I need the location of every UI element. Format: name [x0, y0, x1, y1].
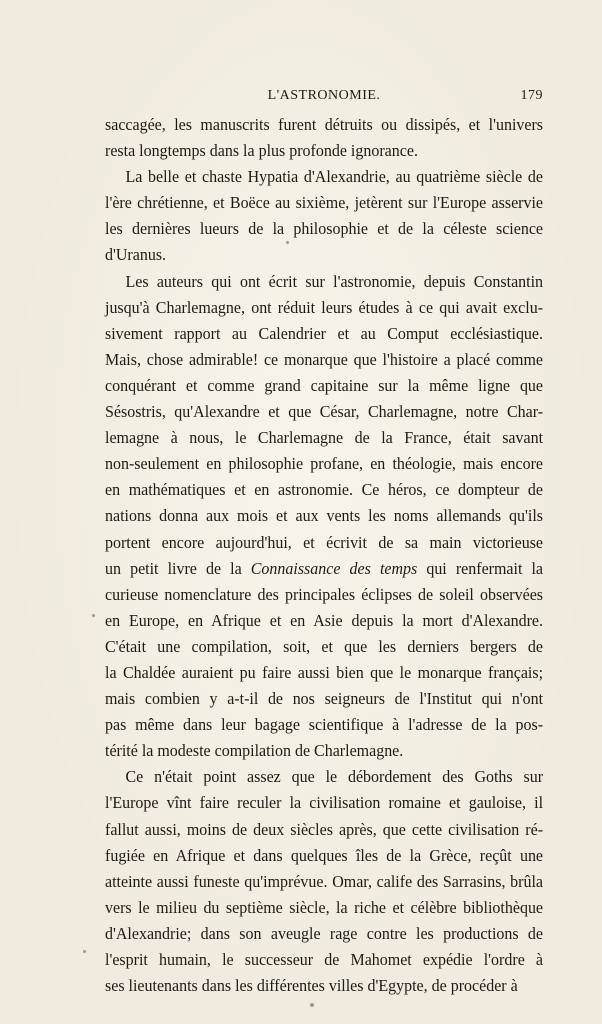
text-line: atteinte aussi funeste qu'imprévue. Omar, calife des Sarrasins, brûla	[105, 871, 544, 891]
text-line: La belle et chaste Hypatia d'Alexandrie, au quatrième siècle de	[125, 167, 544, 187]
text-line: térité la modeste compilation de Charlemagne.	[105, 741, 404, 761]
text-line: d'Uranus.	[105, 245, 167, 265]
text-line: fallut aussi, moins de deux siècles après, que cette civilisation ré-	[105, 819, 544, 839]
text-line: les dernières lueurs de la philosophie et de la céleste science	[105, 219, 544, 239]
ink-speck	[310, 1003, 314, 1007]
ink-speck	[92, 614, 95, 617]
text-line: la Chaldée auraient pu faire aussi bien que le monarque français;	[105, 662, 544, 682]
text-line: Mais, chose admirable! ce monarque que l'histoire a placé comme	[105, 349, 544, 369]
text-line: en mathématiques et en astronomie. Ce héros, ce dompteur de	[105, 480, 544, 500]
text-line: mais combien y a-t-il de nos seigneurs de l'Institut qui n'ont	[105, 689, 544, 709]
running-title: L'ASTRONOMIE.	[267, 88, 381, 103]
page-number: 179	[520, 88, 543, 103]
text-line: fugiée en Afrique et dans quelques îles de la Grèce, reçût une	[105, 845, 544, 865]
text-line: saccagée, les manuscrits furent détruits ou dissipés, et l'univers	[105, 115, 544, 134]
text-line: l'ère chrétienne, et Boëce au sixième, jetèrent sur l'Europe asservie	[105, 193, 544, 213]
text-line: sivement rapport au Calendrier et au Comput ecclésiastique.	[105, 323, 544, 343]
text-line: portent encore aujourd'hui, et écrivit de sa main victorieuse	[105, 532, 544, 552]
text-line: en Europe, en Afrique et en Asie depuis la mort d'Alexandre.	[105, 610, 544, 630]
running-head	[105, 88, 543, 108]
text-line: curieuse nomenclature des principales éclipses de soleil observées	[105, 584, 544, 604]
text-line: d'Alexandrie; dans son aveugle rage contre les productions de	[105, 923, 544, 943]
text-line: Sésostris, qu'Alexandre et que César, Charlemagne, notre Char-	[105, 402, 544, 422]
text-line: Les auteurs qui ont écrit sur l'astronomie, depuis Constantin	[125, 271, 544, 291]
text-line: nations donna aux mois et aux vents les noms allemands qu'ils	[105, 506, 544, 526]
text-line: pas même dans leur bagage scientifique à l'adresse de la pos-	[105, 715, 544, 735]
text-line: resta longtemps dans la plus profonde ignorance.	[105, 141, 418, 161]
text-line: non-seulement en philosophie profane, en théologie, mais encore	[105, 454, 544, 474]
text-line: l'Europe vînt faire reculer la civilisation romaine et gauloise, il	[105, 793, 544, 813]
text-line: vers le milieu du septième siècle, la riche et célèbre bibliothèque	[105, 897, 544, 917]
text-line: l'esprit humain, le successeur de Mahomet expédie l'ordre à	[105, 950, 544, 969]
ink-speck	[286, 241, 289, 244]
text-line: Ce n'était point assez que le débordement des Goths sur	[125, 767, 544, 787]
italic-title: Connaissance des temps	[250, 558, 418, 578]
text-line: un petit livre de la Connaissance des temps qui renfermait la	[105, 558, 544, 578]
text-line: ses lieutenants dans les différentes villes d'Egypte, de procéder à	[105, 976, 518, 996]
text-line: conquérant et comme grand capitaine sur la même ligne que	[105, 375, 544, 395]
body-text	[105, 112, 543, 999]
text-line: C'était une compilation, soit, et que les derniers bergers de	[105, 636, 544, 656]
text-line: lemagne à nous, le Charlemagne de la France, était savant	[105, 428, 544, 448]
ink-speck	[83, 950, 86, 953]
text-line: jusqu'à Charlemagne, ont réduit leurs études à ce qui avait exclu-	[105, 297, 544, 317]
